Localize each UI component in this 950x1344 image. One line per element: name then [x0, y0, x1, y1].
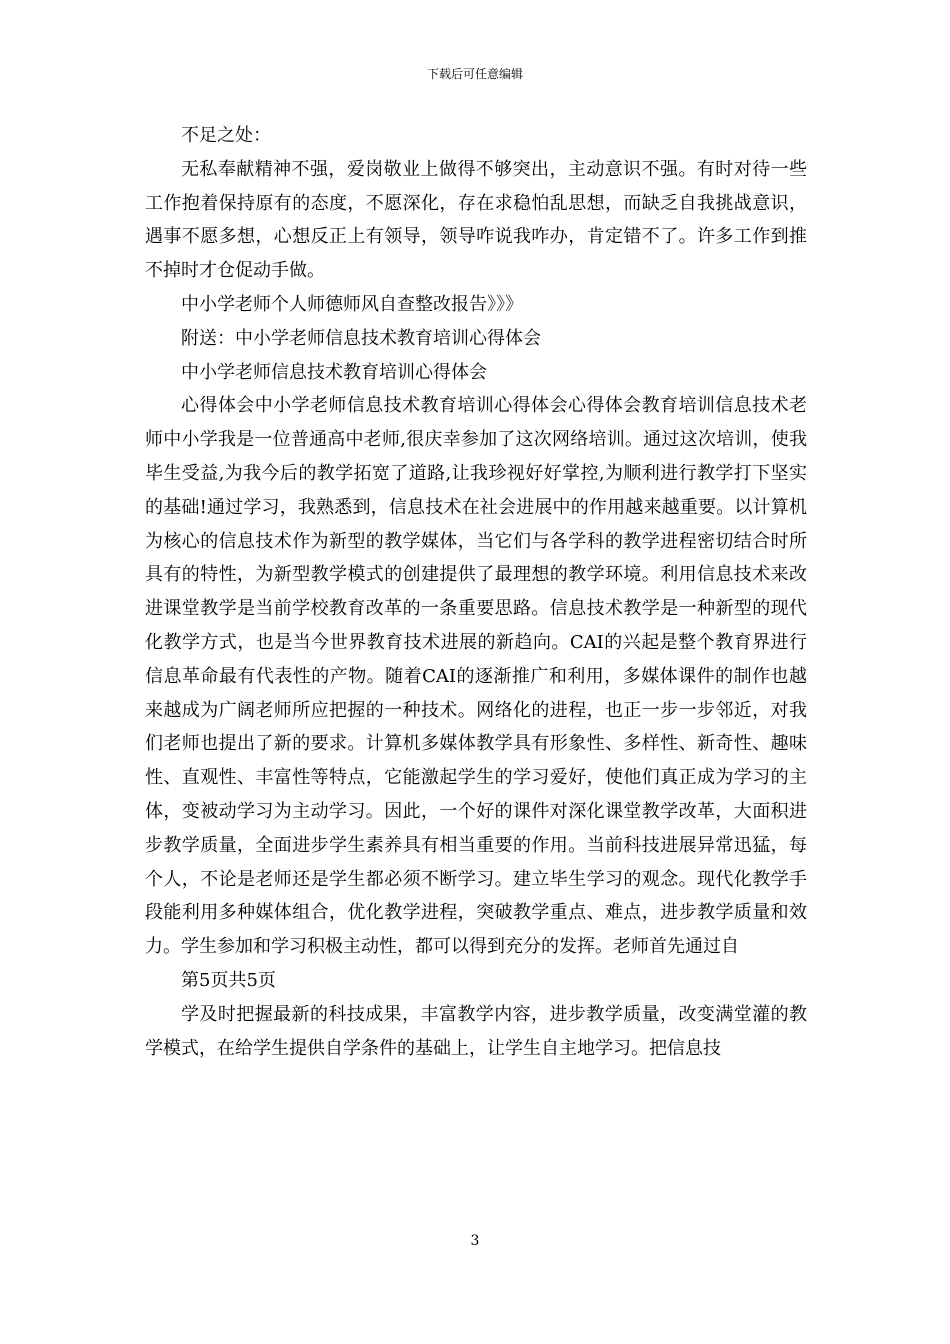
paragraph-page-marker: 第5页共5页	[181, 969, 276, 991]
paragraph-continuation: 学及时把握最新的科技成果，丰富教学内容，进步教学质量，改变满堂灌的教学模式，在给学生提供自学条件的基础上，让学生自主地学习。把信息技	[145, 1003, 807, 1059]
paragraph-attachment-note: 附送：中小学老师信息技术教育培训心得体会	[181, 327, 541, 349]
paragraph-shortcomings-detail: 无私奉献精神不强，爱岗敬业上做得不够突出，主动意识不强。有时对待一些工作抱着保持原有的态度，不愿深化，存在求稳怕乱思想，而缺乏自我挑战意识，遇事不愿多想，心想反正上有领导，领导咋说我咋办，肯定错不了。许多工作到推不掉时才仓促动手做。	[145, 158, 807, 282]
document-body	[145, 119, 807, 1065]
paragraph-shortcomings-heading: 不足之处：	[181, 125, 271, 146]
page-header-note: 下载后可任意编辑	[426, 67, 523, 81]
page-number: 3	[470, 1233, 480, 1249]
paragraph-section-title: 中小学老师信息技术教育培训心得体会	[181, 361, 487, 383]
paragraph-main-body: 心得体会中小学老师信息技术教育培训心得体会心得体会教育培训信息技术老师中小学我是一位普通高中老师,很庆幸参加了这次网络培训。通过这次培训，使我毕生受益,为我今后的教学拓宽了道路,让我珍视好好掌控,为顺利进行教学打下坚实的基础!通过学习，我熟悉到，信息技术在社会进展中的作用越来越重要。以计算机为核心的信息技术作为新型的教学媒体，当它们与各学科的教学进程密切结合时所具有的特性，为新型教学模式的创建提供了最理想的教学环境。利用信息技术来改进课堂教学是当前学校教育改革的一条重要思路。信息技术教学是一种新型的现代化教学方式，也是当今世界教育技术进展的新趋向。CAI的兴起是整个教育界进行信息革命最有代表性的产物。随着CAI的逐渐推广和利用，多媒体课件的制作也越来越成为广阔老师所应把握的一种技术。网络化的进程，也正一步一步邻近，对我们老师也提出了新的要求。计算机多媒体教学具有形象性、多样性、新奇性、趣味性、直观性、丰富性等特点，它能激起学生的学习爱好，使他们真正成为学习的主体，变被动学习为主动学习。因此，一个好的课件对深化课堂教学改革，大面积进步教学质量，全面进步学生素养具有相当重要的作用。当前科技进展异常迅猛，每个人，不论是老师还是学生都必须不断学习。建立毕生学习的观念。现代化教学手段能利用多种媒体组合，优化教学进程，突破教学重点、难点，进步教学质量和效力。学生参加和学习积极主动性，都可以得到充分的发挥。老师首先通过自	[145, 395, 807, 958]
paragraph-report-title-end: 中小学老师个人师德师风自查整改报告》》》	[181, 293, 523, 315]
